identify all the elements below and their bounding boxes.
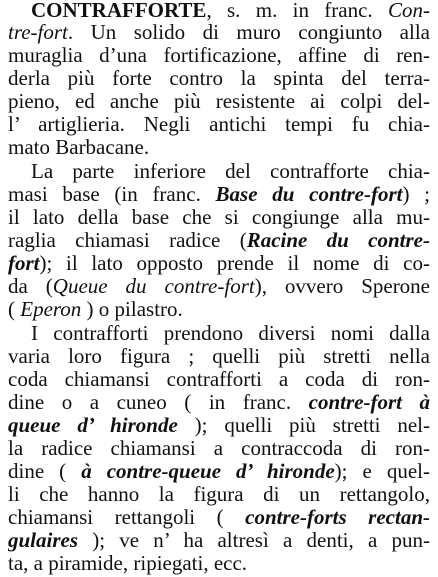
text-segment: ) o pilastro. xyxy=(81,297,183,321)
text-segment: La parte inferiore del contrafforte chia- xyxy=(31,159,430,183)
text-segment: raglia chiamasi radice ( xyxy=(8,228,247,252)
text-segment: tre-fort xyxy=(8,20,68,44)
text-segment: ); il lato opposto prende il nome di co- xyxy=(39,251,430,275)
text-segment: ( xyxy=(8,297,21,321)
text-segment: CONTRAFFORTE xyxy=(31,0,207,22)
text-segment: ); ve n’ ha altresì a denti, a pun- xyxy=(78,528,430,552)
text-segment: contre-fort à xyxy=(308,390,430,414)
text-segment: ); e quel- xyxy=(334,459,430,483)
text-segment: dine o a cuneo ( in franc. xyxy=(8,390,309,414)
text-segment: da ( xyxy=(8,274,53,298)
text-segment: coda chiamansi contrafforti a coda di ron- xyxy=(8,367,430,391)
text-segment: . Un solido di muro congiunto alla xyxy=(67,20,430,44)
text-segment: queue d’ hironde xyxy=(8,413,178,437)
text-segment: il lato della base che si congiunge alla mu- xyxy=(8,205,430,229)
text-segment: ); quelli più stretti nel- xyxy=(177,413,430,437)
text-segment: fort xyxy=(8,251,40,275)
text-segment: contre-forts rectan- xyxy=(245,505,430,529)
text-segment: Eperon xyxy=(20,297,82,321)
text-segment: li che hanno la figura di un rettangolo, xyxy=(8,482,430,506)
text-segment: gulaires xyxy=(8,528,79,552)
text-segment: Racine du contre- xyxy=(246,228,430,252)
text-segment: mato Barbacane. xyxy=(8,135,150,159)
text-segment: à contre-queue d’ hironde xyxy=(81,459,335,483)
text-segment: , s. m. in franc. xyxy=(206,0,388,22)
text-segment: chiamansi rettangoli ( xyxy=(8,505,246,529)
text-segment: dine ( xyxy=(8,459,82,483)
text-segment: Con- xyxy=(388,0,430,22)
text-line xyxy=(8,296,430,322)
text-line xyxy=(8,550,430,576)
text-segment: la radice chiamansi a contraccoda di ron- xyxy=(8,436,430,460)
text-segment: masi base (in franc. xyxy=(8,182,216,206)
text-segment: pieno, ed anche più resistente ai colpi del- xyxy=(8,89,430,113)
text-segment: ), ovvero Sperone xyxy=(254,274,430,298)
text-segment: ) ; xyxy=(402,182,430,206)
text-segment: Queue du contre-fort xyxy=(52,274,255,298)
text-segment: Base du contre-fort xyxy=(215,182,403,206)
text-segment: l’ artiglieria. Negli antichi tempi fu chia- xyxy=(8,112,430,136)
text-segment: I contrafforti prendono diversi nomi dalla xyxy=(31,321,430,345)
text-line xyxy=(8,134,430,160)
text-segment: muraglia d’una fortificazione, affine di ren- xyxy=(8,43,430,67)
text-segment: varia loro figura ; quelli più stretti nella xyxy=(8,344,430,368)
text-segment: ta, a piramide, ripiegati, ecc. xyxy=(8,551,248,575)
text-segment: derla più forte contro la spinta del terra- xyxy=(8,66,430,90)
